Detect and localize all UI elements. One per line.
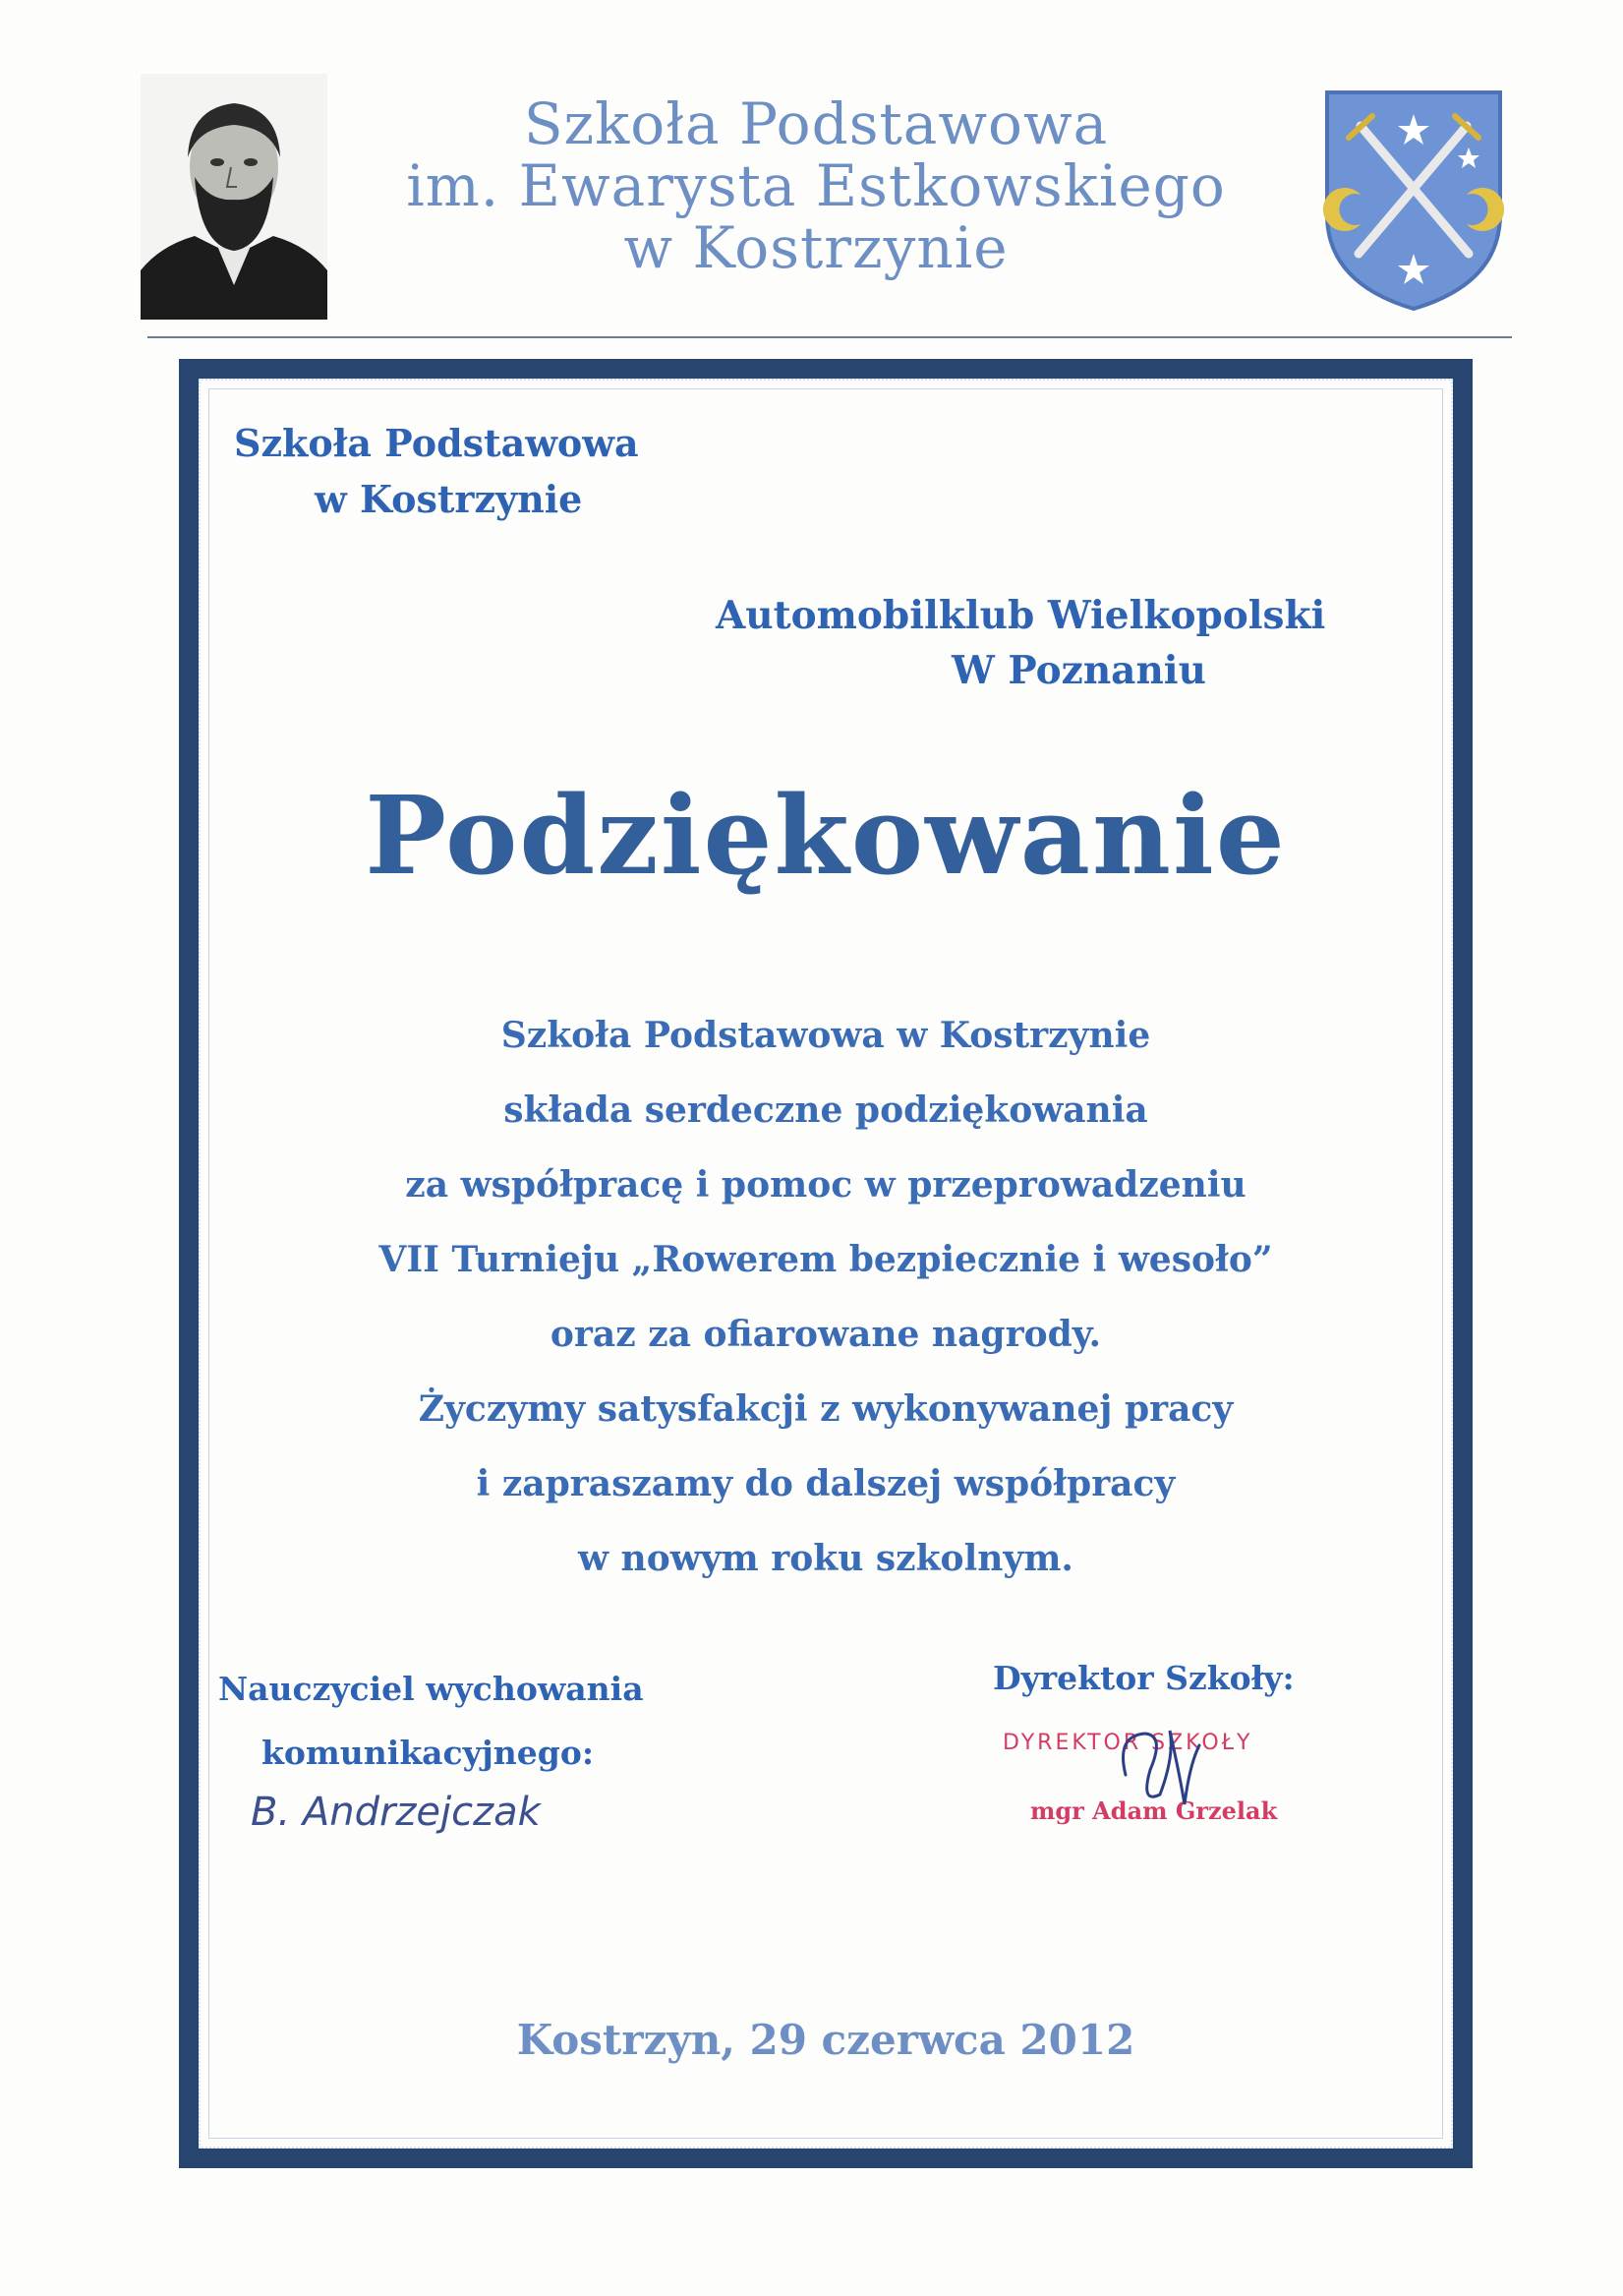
- sender-line: w Kostrzynie: [315, 477, 583, 521]
- recipient-line: W Poznaniu: [952, 648, 1206, 693]
- body-line: i zapraszamy do dalszej współpracy: [476, 1463, 1176, 1504]
- sender-block: [234, 415, 639, 527]
- coat-of-arms-icon: [1321, 87, 1506, 315]
- letterhead-line: w Kostrzynie: [623, 214, 1009, 281]
- body-line: składa serdeczne podziękowania: [503, 1089, 1148, 1131]
- body-line: Życzymy satysfakcji z wykonywanej pracy: [418, 1388, 1234, 1430]
- body-line: Szkoła Podstawowa w Kostrzynie: [500, 1015, 1151, 1056]
- director-handwritten-signature: [1106, 1716, 1214, 1834]
- place-and-date: Kostrzyn, 29 czerwca 2012: [516, 2016, 1135, 2064]
- recipient-line: Automobilklub Wielkopolski: [716, 593, 1326, 638]
- director-signature-label: Dyrektor Szkoły:: [993, 1659, 1295, 1697]
- sender-line: Szkoła Podstawowa: [234, 421, 639, 465]
- letterhead-title: [324, 90, 1307, 281]
- body-line: oraz za ofiarowane nagrody.: [550, 1314, 1102, 1355]
- header-divider: [147, 336, 1512, 338]
- body-line: VII Turnieju „Rowerem bezpiecznie i wesoło”: [378, 1239, 1273, 1280]
- stamp-name: mgr Adam Grzelak: [1030, 1796, 1278, 1825]
- recipient-block: [716, 588, 1325, 698]
- portrait-photo: [141, 74, 327, 320]
- letterhead-line: im. Ewarysta Estkowskiego: [406, 152, 1226, 219]
- teacher-handwritten-signature: B. Andrzejczak: [251, 1790, 541, 1835]
- stamp-title: DYREKTOR SZKOŁY: [1003, 1731, 1253, 1755]
- body-line: w nowym roku szkolnym.: [578, 1538, 1073, 1579]
- body-text: [179, 998, 1473, 1596]
- body-line: za współpracę i pomoc w przeprowadzeniu: [405, 1164, 1246, 1206]
- teacher-signature-label: [218, 1657, 644, 1785]
- letterhead-line: Szkoła Podstawowa: [523, 90, 1109, 157]
- teacher-label-line: komunikacyjnego:: [261, 1734, 595, 1772]
- teacher-label-line: Nauczyciel wychowania: [218, 1670, 644, 1708]
- document-title: Podziękowanie: [365, 772, 1287, 899]
